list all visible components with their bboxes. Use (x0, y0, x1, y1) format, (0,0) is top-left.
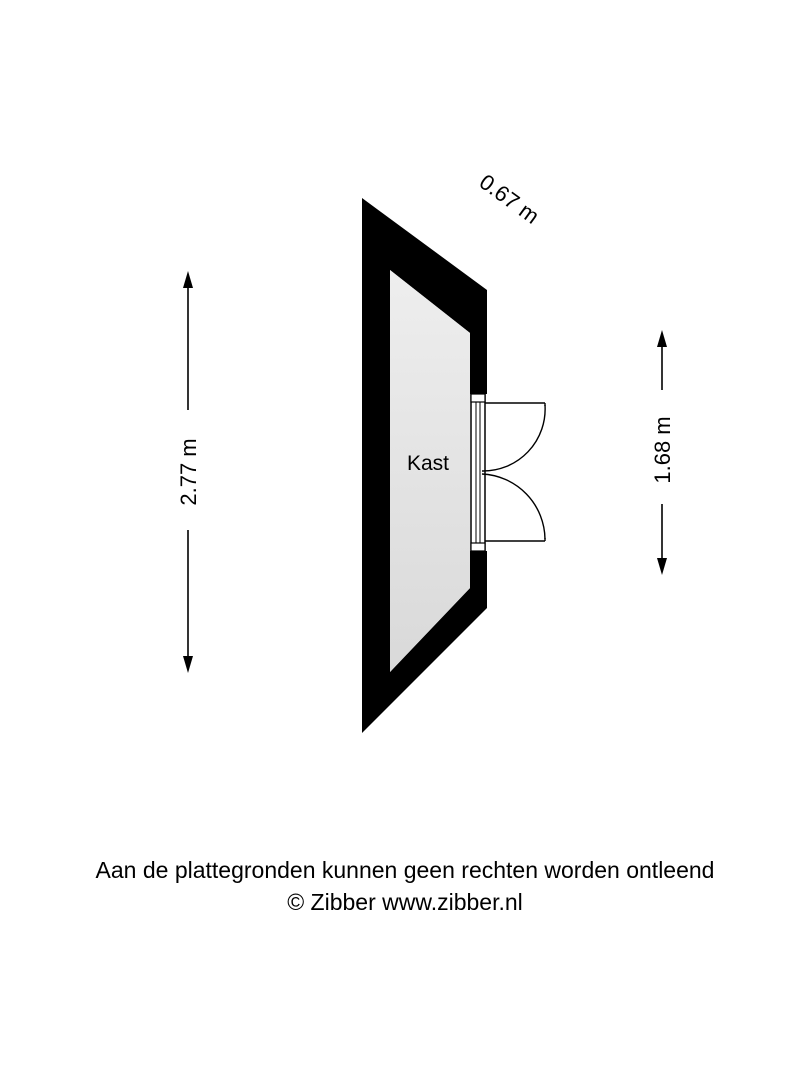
arrow-up-icon (183, 271, 193, 288)
arrow-up-icon (657, 330, 667, 347)
arrow-down-icon (183, 656, 193, 673)
arrow-down-icon (657, 558, 667, 575)
disclaimer-text: Aan de plattegronden kunnen geen rechten worden ontleend (95, 857, 715, 883)
room-label: Kast (406, 452, 450, 475)
dimension-right-label: 1.68 m (650, 416, 675, 484)
dimension-right-opening (650, 330, 675, 575)
dimension-left-label: 2.77 m (176, 438, 201, 506)
door-swing-top (482, 403, 545, 471)
door-frame (471, 394, 485, 551)
credit-text: © Zibber www.zibber.nl (287, 889, 523, 915)
door-swing-bottom (482, 474, 545, 541)
dimension-top-label: 0.67 m (474, 169, 544, 229)
dimension-left-height (176, 271, 201, 673)
